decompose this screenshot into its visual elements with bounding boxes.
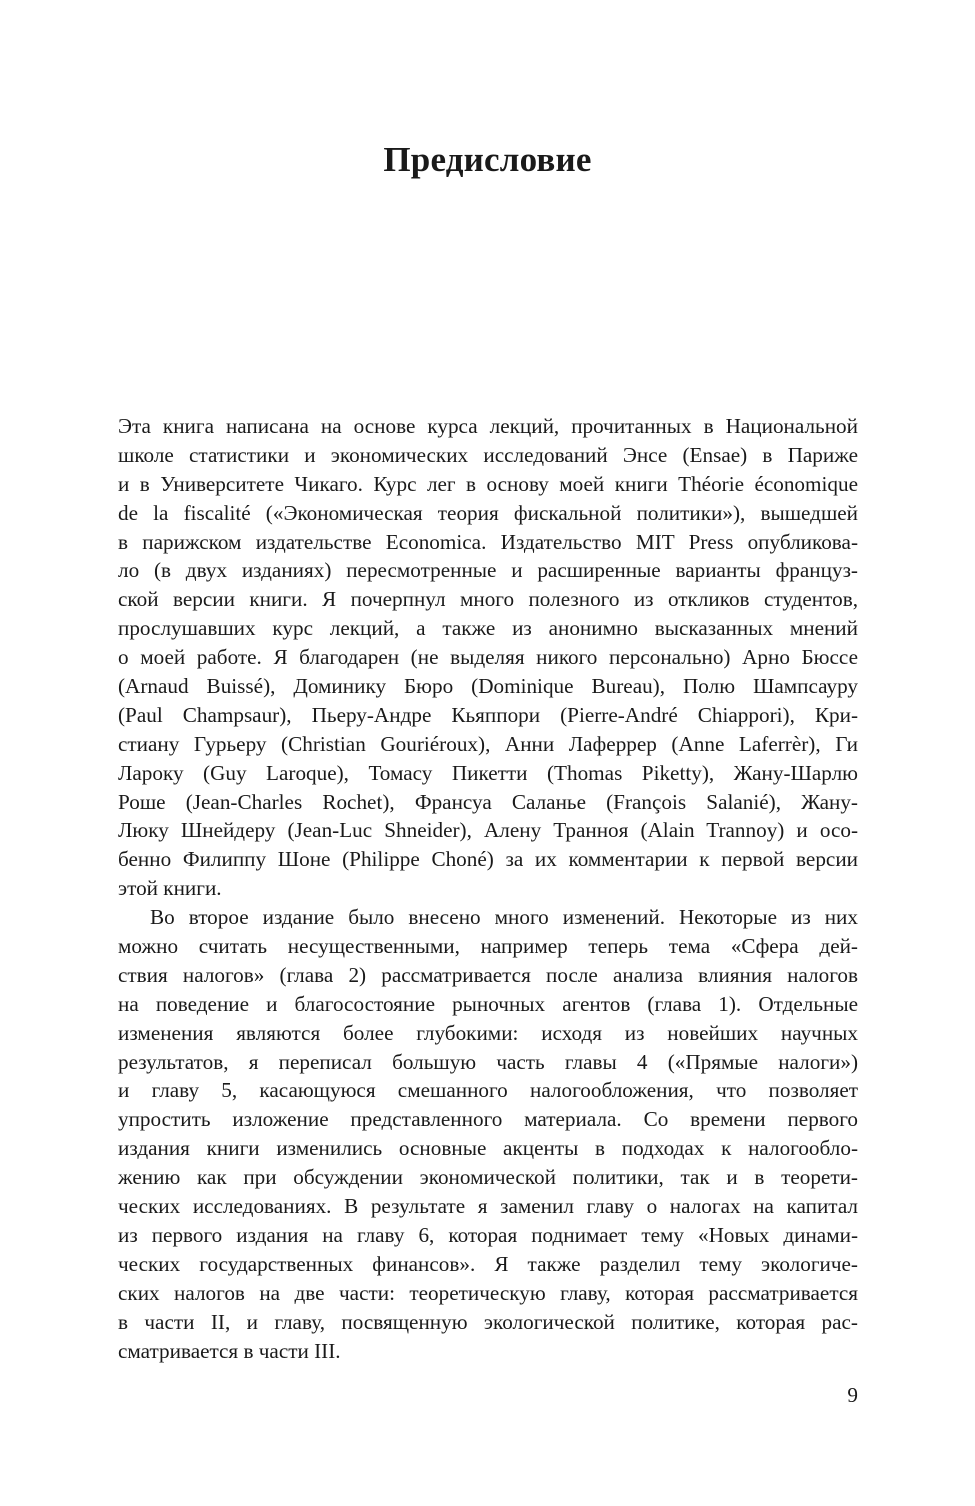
page-title: Предисловие bbox=[383, 140, 592, 179]
text-line: школе статистики и экономических исследований Энсе (Ensae) в Париже bbox=[118, 442, 858, 467]
text-line: Эта книга написана на основе курса лекций, прочитанных в Национальной bbox=[118, 414, 858, 438]
text-line: и в Университете Чикаго. Курс лег в основу моей книги Théorie économique bbox=[118, 471, 858, 496]
page-number: 9 bbox=[847, 1383, 858, 1407]
text-line: Люку Шнейдеру (Jean-Luc Shneider), Алену Траннoя (Alain Trannoy) и осо- bbox=[118, 818, 858, 843]
text-line: (Arnaud Buissé), Доминику Бюро (Dominique Bureau), Полю Шампсауру bbox=[118, 674, 858, 699]
text-line: и главу 5, касающуюся смешанного налогообложения, что позволяет bbox=[118, 1078, 858, 1103]
text-line: прослушавших курс лекций, а также из анонимно высказанных мнений bbox=[118, 616, 858, 641]
text-line: ло (в двух изданиях) пересмотренные и расширенные варианты француз- bbox=[118, 558, 858, 583]
text-line: жению как при обсуждении экономической политики, так и в теорети- bbox=[118, 1165, 858, 1190]
text-line: можно считать несущественными, например теперь тема «Сфера дей- bbox=[118, 934, 858, 959]
text-line: Во второе издание было внесено много изменений. Некоторые из них bbox=[150, 905, 858, 930]
text-line: стиану Гурьеру (Christian Gouriéroux), Анни Лаферрер (Anne Laferrèr), Ги bbox=[118, 731, 858, 756]
text-line: Лароку (Guy Laroque), Томасу Пикетти (Thomas Piketty), Жану-Шарлю bbox=[118, 760, 858, 785]
text-line: сматривается в части III. bbox=[118, 1338, 341, 1363]
text-line: ческих исследованиях. В результате я заменил главу о налогах на капитал bbox=[118, 1194, 858, 1219]
text-line: упростить изложение представленного материала. Со времени первого bbox=[118, 1107, 858, 1132]
text-line: ствия налогов» (глава 2) рассматривается после анализа влияния налогов bbox=[118, 962, 858, 987]
text-line: de la fiscalité («Экономическая теория фискальной политики»), вышедшей bbox=[118, 500, 858, 525]
text-line: результатов, я переписал большую часть главы 4 («Прямые налоги») bbox=[118, 1049, 858, 1074]
text-line: бенно Филиппу Шоне (Philippe Choné) за их комментарии к первой версии bbox=[118, 847, 858, 872]
text-line: в парижском издательстве Economica. Издательство MIT Press опубликова- bbox=[118, 529, 858, 554]
text-line: в части II, и главу, посвященную экологической политике, которая рас- bbox=[118, 1309, 858, 1334]
text-line: издания книги изменились основные акценты в подходах к налогообло- bbox=[118, 1136, 858, 1161]
text-line: изменения являются более глубокими: исходя из новейших научных bbox=[118, 1020, 858, 1045]
text-line: ской версии книги. Я почерпнул много полезного из откликов студентов, bbox=[118, 587, 858, 612]
text-line: этой книги. bbox=[118, 876, 222, 901]
text-line: Роше (Jean-Charles Rochet), Франсуа Саланье (François Salanié), Жану- bbox=[118, 789, 858, 814]
paragraph-2 bbox=[118, 903, 858, 1365]
paragraph-1 bbox=[118, 412, 858, 903]
text-line: на поведение и благосостояние рыночных агентов (глава 1). Отдельные bbox=[118, 991, 858, 1016]
text-line: из первого издания на главу 6, которая поднимает тему «Новых динами- bbox=[118, 1222, 858, 1247]
text-line: ских налогов на две части: теоретическую главу, которая рассматривается bbox=[118, 1280, 858, 1305]
body-text bbox=[118, 412, 858, 1365]
text-line: ческих государственных финансов». Я также разделил тему экологиче- bbox=[118, 1251, 858, 1276]
text-line: о моей работе. Я благодарен (не выделяя никого персонально) Арно Бюссе bbox=[118, 645, 858, 670]
text-line: (Paul Champsaur), Пьеру-Андре Кьяппори (Pierre-André Chiappori), Кри- bbox=[118, 702, 858, 727]
